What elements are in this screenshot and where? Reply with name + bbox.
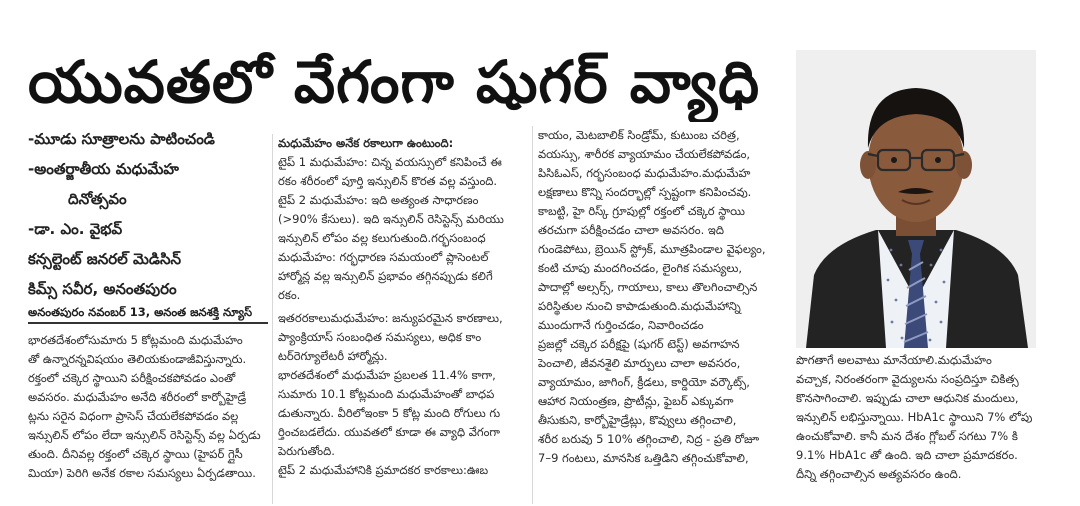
body-line: వ్యాయామం, జాగింగ్, క్రీడలు, కార్డియో వర్కౌట్స్,	[538, 375, 750, 389]
body-line: టైప్ 2 మధుమేహానికి ప్రమాదకర కారకాలు:ఊబ	[278, 463, 489, 477]
body-line: తీసుకుని, కార్బోహైడ్రేట్లు, కొవ్వులు తగ్గించాలి,	[538, 413, 737, 427]
body-line: ఇన్సులిన్ లోపం వల్ల కలుగుతుంది.గర్భసంబంధ	[278, 231, 486, 245]
column-divider	[272, 134, 273, 504]
body-line: 9.1% HbA1c తో ఉంది. ఇది చాలా ప్రమాదకరం.	[796, 448, 1018, 462]
body-line: తుంది. దీనివల్ల రక్తంలో చక్కెర స్థాయి (హైపర్ గ్లైసీ	[28, 447, 243, 461]
column-divider	[532, 126, 533, 504]
body-line: పరిస్థితుల నుంచి కాపాడుతుంది.మధుమేహాన్ని	[538, 299, 741, 313]
subhead-hospital: కిమ్స్ సవీర, అనంతపురం	[28, 280, 177, 298]
dateline: అనంతపురం నవంబర్ 13, అనంత జనశక్తి న్యూస్	[28, 305, 253, 319]
body-line: తో ఉన్నారన్నవిషయం తెలియకుండాజీవిస్తున్నారు.	[28, 352, 247, 366]
body-line: ఇతరరకాలుమధుమేహం: జన్యుపరమైన కారణాలు,	[278, 311, 503, 325]
doctor-portrait-icon	[796, 50, 1036, 348]
body-line: ఇన్సులిన్ లభిస్తున్నాయి. HbA1c స్థాయిని 7% లోపు	[796, 410, 1033, 424]
subhead-day: దినోత్సవం	[68, 190, 127, 208]
body-line: పొగతాగే అలవాటు మానేయాలి.మధుమేహం	[796, 353, 992, 367]
body-line: ట్లను సరైన విధంగా ప్రాసెస్ చేయలేకపోవడం వల్ల	[28, 409, 239, 423]
body-line: కాయం, మెటబాలిక్ సిండ్రోమ్, కుటుంబ చరిత్ర,	[538, 128, 740, 142]
body-line: అవసరం. మధుమేహం అనేది శరీరంలో కార్బోహైడ్రే	[28, 390, 247, 404]
body-column-2	[278, 134, 528, 506]
body-line: గుండెపోటు, బ్రెయిన్ స్ట్రోక్, మూత్రపిండాల వైఫల్యం,	[538, 242, 766, 256]
body-line: దీన్ని తగ్గించాల్సిన అత్యవసరం ఉంది.	[796, 467, 962, 481]
body-line: పిసిఓఎస్, గర్భసంబంధ మధుమేహం.మధుమేహ	[538, 166, 751, 180]
body-line: ప్యాంక్రియాస్ సంబంధిత సమస్యలు, అధిక కాం	[278, 330, 482, 344]
body-column-1	[28, 331, 268, 501]
body-line: కంటి చూపు మందగించడం, లైంగిక సమస్యలు,	[538, 261, 743, 275]
body-line: సుమారు 10.1 కోట్లమంది మధుమేహంతో బాధప	[278, 387, 495, 401]
section-heading: మధుమేహం అనేక రకాలుగా ఉంటుంది:	[278, 136, 454, 150]
body-line: కాబట్టి, హై రిస్క్ గ్రూపుల్లో రక్తంలో చక్కెర స్థాయి	[538, 204, 745, 218]
body-line: భారతదేశంలో మధుమేహ ప్రబలత 11.4% కాగా,	[278, 368, 496, 382]
subhead-doctor-name: -డా. ఎం. వైభవ్	[28, 220, 123, 238]
body-line: ర్తించబడలేదు. యువతలో కూడా ఈ వ్యాధి వేగంగా	[278, 425, 501, 439]
body-column-3	[538, 126, 788, 506]
subhead-doctor-designation: కన్సల్టెంట్ జనరల్ మెడిసిన్	[28, 250, 182, 268]
body-line: ప్రజల్లో చక్కెర పరీక్షపై (షుగర్ టెస్ట్) అవగాహన	[538, 337, 740, 351]
body-line: భారతదేశంలోసుమారు 5 కోట్లమంది మధుమేహం	[28, 333, 243, 347]
body-line: టర్‌రెగ్యూలేటరీ హార్మోన్లు.	[278, 349, 388, 363]
body-line: లక్షణాలు కొన్ని సందర్భాల్లో స్పష్టంగా కనిపించవు.	[538, 185, 752, 199]
body-line: మియా) పెరిగి అనేక రకాల సమస్యలు ఏర్పడతాయి.	[28, 466, 256, 480]
subhead-three-principles: -మూడు సూత్రాలను పాటించండి	[28, 130, 215, 148]
body-line: పెరుగుతోంది.	[278, 444, 335, 458]
body-line: పెంచాలి, జీవనశైలి మార్పులు చాలా అవసరం,	[538, 356, 741, 370]
body-line: టైప్ 2 మధుమేహం: ఇది అత్యంత సాధారణం	[278, 193, 479, 207]
body-line: టైప్ 1 మధుమేహం: చిన్న వయస్సులో కనిపించే ఈ	[278, 155, 502, 169]
headline: యువతలో వేగంగా షుగర్ వ్యాధి	[28, 48, 761, 116]
doctor-photo	[796, 50, 1036, 348]
body-line: రకం శరీరంలో పూర్తి ఇన్సులిన్ కొరత వల్ల వస్తుంది.	[278, 174, 498, 188]
body-line: ఉంచుకోవాలి. కానీ మన దేశం గ్లోబల్ సగటు 7% కి	[796, 429, 1018, 443]
body-line: డుతున్నారు. వీరిలోఇంకా 5 కోట్ల మంది రోగులు గు	[278, 406, 501, 420]
body-line: వచ్చాక, నిరంతరంగా వైద్యులను సంప్రదిస్తూ చికిత్స	[796, 372, 1019, 386]
body-column-4	[796, 351, 1040, 501]
body-line: ముందుగానే గుర్తించడం, నివారించడం	[538, 318, 704, 332]
body-line: వయస్సు, శారీరక వ్యాయామం చేయలేకపోవడం,	[538, 147, 751, 161]
body-line: ఇన్సులిన్ లోపం లేదా ఇన్సులిన్ రెసిస్టెన్స్ వల్ల ఏర్పడు	[28, 428, 261, 442]
body-line: రక్తంలో చక్కెర స్థాయిని పరీక్షించకపోవడం ఎంతో	[28, 371, 236, 385]
body-line: రకం.	[278, 288, 301, 302]
dateline-underline	[28, 322, 268, 324]
body-line: ఆహార నియంత్రణ, ప్రొటీన్లు, ఫైబర్ ఎక్కువగా	[538, 394, 734, 408]
body-line: పాదాల్లో అల్సర్స్, గాయాలు, కాలు తొలగించాల్సిన	[538, 280, 758, 294]
subhead-international-diabetes: -అంతర్జాతీయ మధుమేహ	[28, 160, 179, 178]
body-line: శరీర బరువు 5 10% తగ్గించాలి, నిద్ర - ప్రతి రోజూ	[538, 432, 760, 446]
body-line: హార్మోన్ల వల్ల ఇన్సులిన్ ప్రభావం తగ్గినప్పుడు కలిగే	[278, 269, 493, 283]
body-line: కొనసాగించాలి. ఇప్పుడు చాలా ఆధునిక మందులు,	[796, 391, 1019, 405]
body-line: (>90% కేసులు). ఇది ఇన్సులిన్ రెసిస్టెన్స్ మరియు	[278, 212, 504, 226]
body-line: మధుమేహం: గర్భధారణ సమయంలో ప్లాసెంటల్	[278, 250, 489, 264]
body-line: 7–9 గంటలు, మానసిక ఒత్తిడిని తగ్గించుకోవాలి,	[538, 451, 749, 465]
body-line: తరచుగా పరీక్షించడం చాలా అవసరం. ఇది	[538, 223, 724, 237]
